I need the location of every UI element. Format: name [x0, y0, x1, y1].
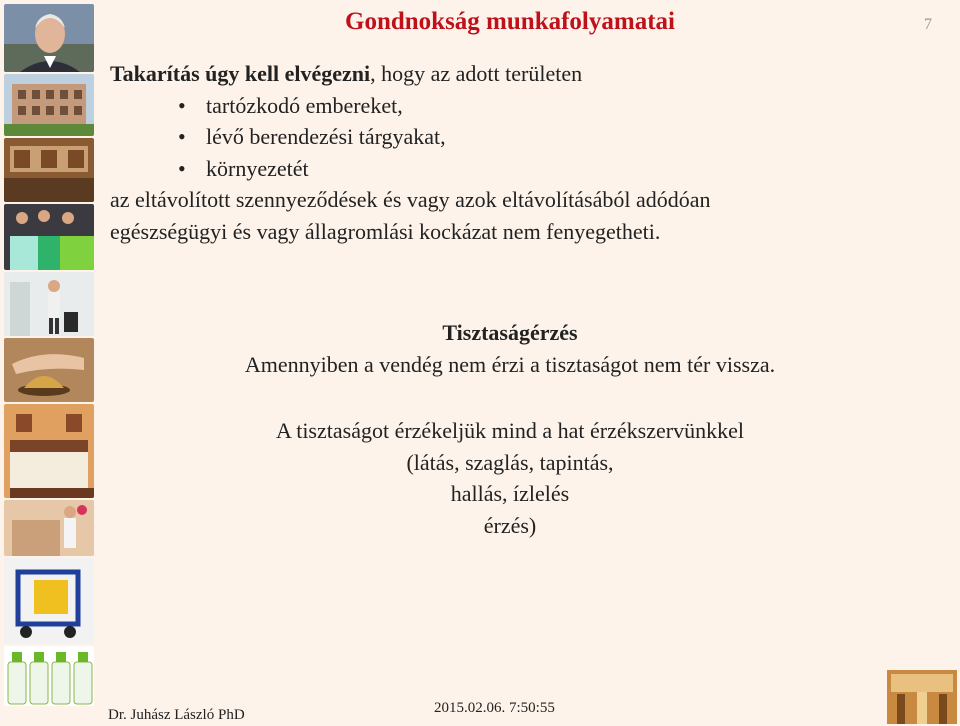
cleanliness-section	[110, 317, 910, 380]
cleaning-staff-photo	[4, 500, 94, 556]
slide-number: 7	[924, 16, 932, 33]
body-line: az eltávolított szennyeződések és vagy azok eltávolításából adódóan	[110, 187, 711, 212]
section-heading: Tisztaságérzés	[442, 320, 578, 345]
reception-desk-photo	[4, 204, 94, 270]
bullet-item: • környezetét	[110, 153, 930, 185]
portrait-photo	[4, 4, 94, 72]
senses-line: (látás, szaglás, tapintás,	[406, 449, 614, 475]
footer-datetime: 2015.02.06. 7:50:55	[434, 700, 555, 716]
cleaning-cart-photo	[4, 558, 94, 644]
lobby-photo	[4, 138, 94, 202]
cleaning-definition	[110, 58, 930, 247]
bullet-item: • tartózkodó embereket,	[110, 90, 930, 122]
intro-line	[110, 58, 930, 90]
body-line: egészségügyi és vagy állagromlási kockázat nem fenyegetheti.	[110, 218, 661, 244]
intro-rest: , hogy az adott területen	[370, 61, 583, 86]
bullet-item: • lévő berendezési tárgyakat,	[110, 121, 930, 153]
senses-line: hallás, ízlelés	[450, 481, 570, 506]
bullet-list	[110, 90, 930, 185]
senses-block	[110, 415, 910, 541]
service-bell-photo	[4, 338, 94, 402]
footer-author: Dr. Juhász László PhD	[108, 707, 245, 723]
senses-line: A tisztaságot érzékeljük mind a hat érzékszervünkkel	[276, 418, 744, 443]
senses-line: érzés)	[483, 512, 537, 538]
bedroom-photo	[4, 404, 94, 498]
section-text: Amennyiben a vendég nem érzi a tisztaságot nem tér vissza.	[244, 351, 776, 377]
photo-sidebar	[0, 0, 98, 726]
hallway-photo	[887, 670, 957, 724]
guest-luggage-photo	[4, 272, 94, 336]
hotel-building-photo	[4, 74, 94, 136]
cleaning-bottles-photo	[4, 646, 94, 706]
intro-bold: Takarítás úgy kell elvégezni	[110, 61, 371, 86]
slide-title: Gondnokság munkafolyamatai	[345, 8, 675, 35]
